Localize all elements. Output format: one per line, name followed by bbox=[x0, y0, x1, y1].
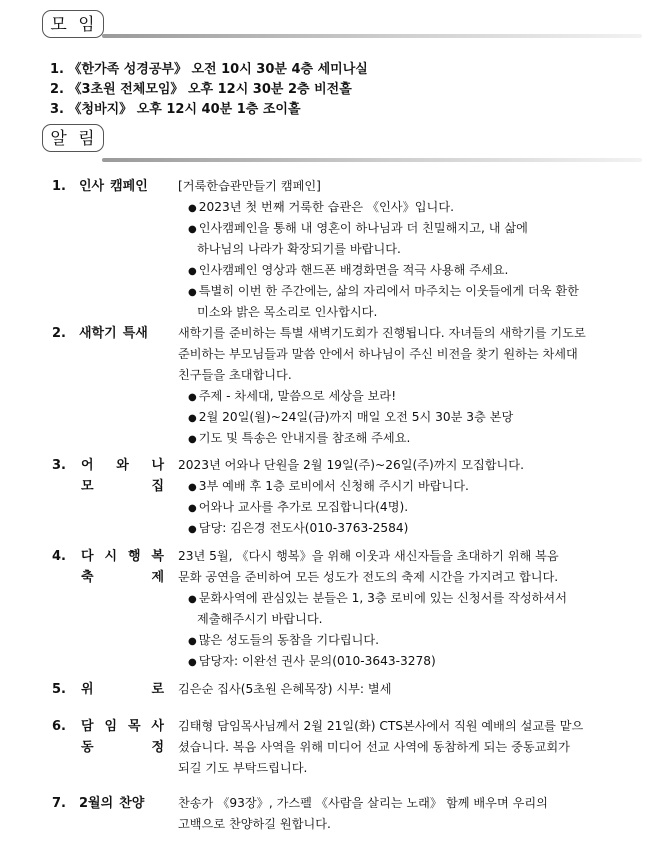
bullet-icon: ● bbox=[188, 503, 197, 514]
bullet-line: ● 어와나 교사를 추가로 모집합니다(4명). bbox=[188, 500, 409, 514]
item-title: 새학기 특새 bbox=[79, 326, 148, 341]
item-title: 어 와 나 모 집 bbox=[81, 458, 164, 494]
bullet-icon: ● bbox=[188, 434, 197, 445]
bullet-line: ● 인사캠페인을 통해 내 영혼이 하나님과 더 친밀해지고, 내 삶에 bbox=[188, 221, 528, 235]
meeting-item: 3. 《청바지》 오후 12시 40분 1층 조이홀 bbox=[50, 102, 301, 117]
notice-section-header bbox=[42, 124, 642, 154]
item-title: 담 임 목 사 동 정 bbox=[81, 719, 164, 755]
body-line: 문화 공연을 준비하여 모든 성도가 전도의 축제 시간을 가지려고 합니다. bbox=[178, 570, 559, 584]
body-line: [거룩한습관만들기 캠페인] bbox=[178, 179, 321, 193]
item-number: 5. bbox=[52, 682, 66, 697]
body-line: 2023년 어와나 단원을 2월 19일(주)~26일(주)까지 모집합니다. bbox=[178, 458, 524, 472]
body-line: 준비하는 부모님들과 말씀 안에서 하나님이 주신 비전을 찾기 원하는 차세대 bbox=[178, 347, 578, 361]
meeting-list bbox=[50, 60, 368, 120]
bullet-icon: ● bbox=[188, 657, 197, 668]
item-body bbox=[178, 793, 623, 835]
item-title: 위 로 bbox=[81, 682, 164, 697]
item-number: 4. bbox=[52, 549, 66, 564]
item-body bbox=[178, 455, 623, 539]
body-line: 찬송가 《93장》, 가스펠 《사람을 살리는 노래》 함께 배우며 우리의 bbox=[178, 796, 548, 810]
item-number: 1. bbox=[52, 179, 66, 194]
bullet-icon: ● bbox=[188, 594, 197, 605]
item-body bbox=[178, 323, 623, 449]
item-body bbox=[178, 716, 623, 779]
item-number: 3. bbox=[52, 458, 66, 473]
bullet-line: ● 많은 성도들의 동참을 기다립니다. bbox=[188, 633, 380, 647]
bullet-icon: ● bbox=[188, 482, 197, 493]
bullet-icon: ● bbox=[188, 636, 197, 647]
bullet-line: ● 문화사역에 관심있는 분들은 1, 3층 로비에 있는 신청서를 작성하셔서 bbox=[188, 591, 567, 605]
bullet-line: ● 기도 및 특송은 안내지를 참조해 주세요. bbox=[188, 431, 411, 445]
bullet-line: ● 3부 예배 후 1층 로비에서 신청해 주시기 바랍니다. bbox=[188, 479, 469, 493]
meeting-section-header bbox=[42, 10, 642, 40]
bullet-icon: ● bbox=[188, 413, 197, 424]
item-title: 인사 캠페인 bbox=[79, 179, 148, 194]
bullet-icon: ● bbox=[188, 287, 197, 298]
body-line: 되길 기도 부탁드립니다. bbox=[178, 761, 308, 775]
bullet-line: ● 담당: 김은경 전도사(010-3763-2584) bbox=[188, 521, 409, 535]
item-number: 2. bbox=[52, 326, 66, 341]
section-divider bbox=[102, 34, 642, 38]
bullet-icon: ● bbox=[188, 203, 197, 214]
section-title-meeting: 모 임 bbox=[42, 10, 104, 38]
bullet-line: ● 인사캠페인 영상과 핸드폰 배경화면을 적극 사용해 주세요. bbox=[188, 263, 509, 277]
bullet-line: ● 2월 20일(월)~24일(금)까지 매일 오전 5시 30분 3층 본당 bbox=[188, 410, 514, 424]
item-number: 7. bbox=[52, 796, 66, 811]
bullet-line: ● 담당자: 이완선 권사 문의(010-3643-3278) bbox=[188, 654, 436, 668]
section-title-notice: 알 림 bbox=[42, 124, 104, 152]
bullet-line: ● 특별히 이번 한 주간에는, 삶의 자리에서 마주치는 이웃들에게 더욱 환한 bbox=[188, 284, 579, 298]
meeting-item: 2. 《3초원 전체모임》 오후 12시 30분 2층 비전홀 bbox=[50, 82, 352, 97]
bullet-icon: ● bbox=[188, 266, 197, 277]
body-line: 하나님의 나라가 확장되기를 바랍니다. bbox=[197, 242, 401, 256]
section-divider bbox=[102, 158, 642, 162]
item-title: 다 시 행 복 축 제 bbox=[81, 549, 164, 585]
item-title: 2월의 찬양 bbox=[79, 796, 145, 811]
body-line: 새학기를 준비하는 특별 새벽기도회가 진행됩니다. 자녀들의 새학기를 기도로 bbox=[178, 326, 586, 340]
body-line: 고백으로 찬양하길 원합니다. bbox=[178, 817, 331, 831]
item-number: 6. bbox=[52, 719, 66, 734]
bullet-icon: ● bbox=[188, 524, 197, 535]
bullet-icon: ● bbox=[188, 224, 197, 235]
bullet-line: ● 2023년 첫 번째 거룩한 습관은 《인사》입니다. bbox=[188, 200, 454, 214]
body-line: 김태형 담임목사님께서 2월 21일(화) CTS본사에서 직원 예배의 설교를 맡으 bbox=[178, 719, 584, 733]
bullet-icon: ● bbox=[188, 392, 197, 403]
bullet-line: ● 주제 - 차세대, 말씀으로 세상을 보라! bbox=[188, 389, 397, 403]
body-line: 제출해주시기 바랍니다. bbox=[197, 612, 323, 626]
item-body bbox=[178, 546, 623, 672]
body-line: 김은순 집사(5초원 은혜목장) 시부: 별세 bbox=[178, 682, 392, 696]
body-line: 23년 5월, 《다시 행복》을 위해 이웃과 새신자들을 초대하기 위해 복음 bbox=[178, 549, 559, 563]
item-body bbox=[178, 176, 623, 323]
body-line: 미소와 밝은 목소리로 인사합시다. bbox=[197, 305, 378, 319]
body-line: 친구들을 초대합니다. bbox=[178, 368, 292, 382]
body-line: 셨습니다. 복음 사역을 위해 미디어 선교 사역에 동참하게 되는 중동교회가 bbox=[178, 740, 570, 754]
item-body bbox=[178, 679, 623, 700]
meeting-item: 1. 《한가족 성경공부》 오전 10시 30분 4층 세미나실 bbox=[50, 62, 368, 77]
